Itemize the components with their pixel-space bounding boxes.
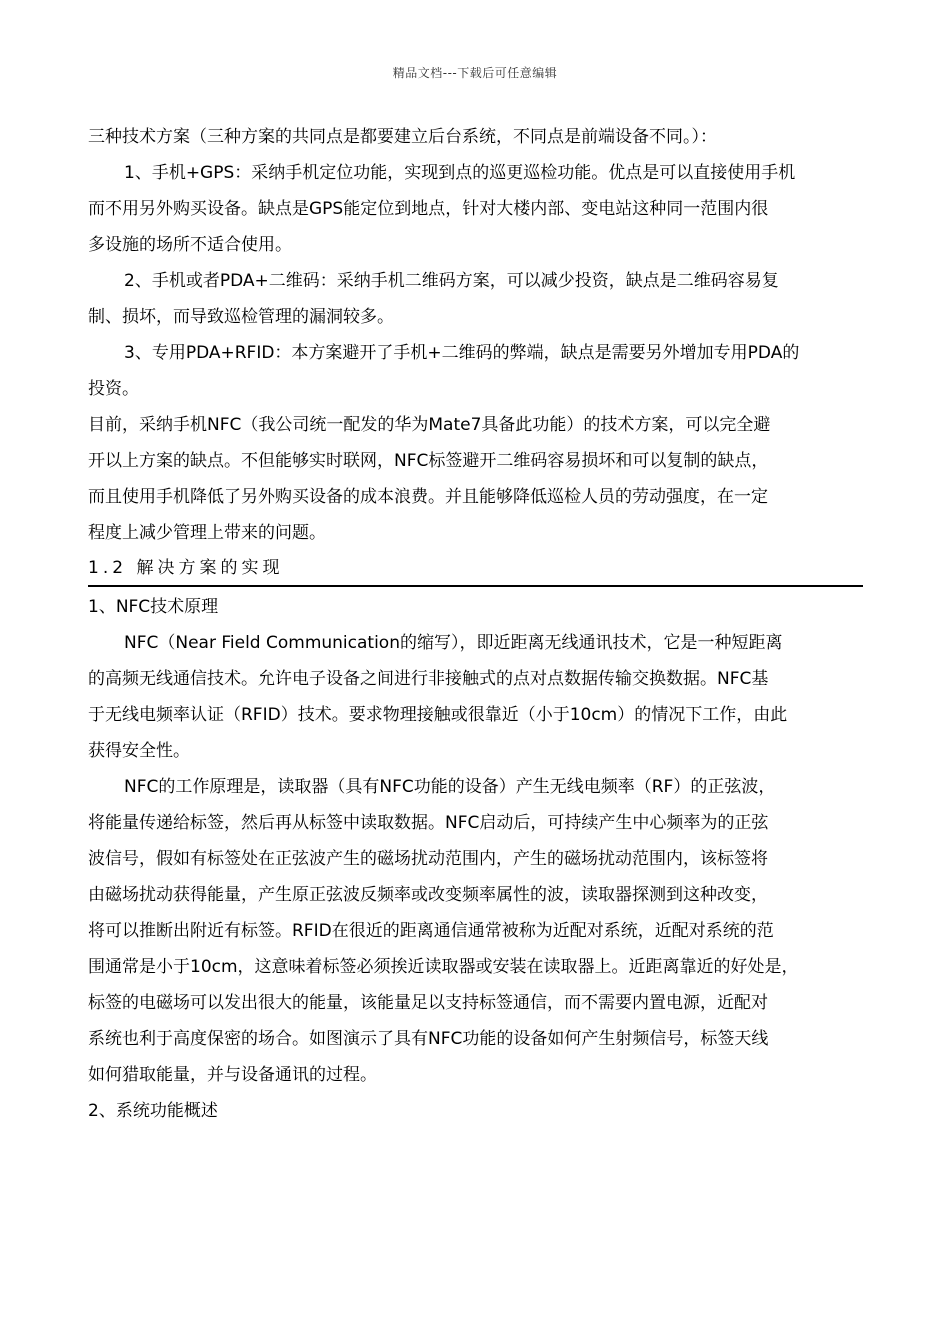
text-line: 2、系统功能概述	[88, 1101, 218, 1121]
text-line: 目前，采纳手机NFC（我公司统一配发的华为Mate7具备此功能）的技术方案，可以完全避	[88, 415, 771, 435]
text-line: 如何猎取能量，并与设备通讯的过程。	[88, 1065, 377, 1085]
intro-block	[88, 119, 863, 551]
text-line: 3、专用PDA+RFID：本方案避开了手机+二维码的弊端，缺点是需要另外增加专用PDA的	[124, 343, 800, 363]
text-line: 1、手机+GPS：采纳手机定位功能，实现到点的巡更巡检功能。优点是可以直接使用手机	[124, 163, 796, 183]
text-line: 标签的电磁场可以发出很大的能量，该能量足以支持标签通信，而不需要内置电源，近配对	[88, 993, 768, 1013]
text-line: 1、NFC技术原理	[88, 597, 219, 617]
text-line: NFC的工作原理是，读取器（具有NFC功能的设备）产生无线电频率（RF）的正弦波，	[124, 777, 776, 797]
page-header: 精品文档---下载后可任意编辑	[392, 66, 558, 80]
text-line: 2、手机或者PDA+二维码：采纳手机二维码方案，可以减少投资，缺点是二维码容易复	[124, 271, 779, 291]
document-body	[88, 119, 863, 1129]
text-line: 围通常是小于10cm，这意味着标签必须挨近读取器或安装在读取器上。近距离靠近的好处是，	[88, 957, 799, 977]
text-line: 系统也利于高度保密的场合。如图演示了具有NFC功能的设备如何产生射频信号，标签天线	[88, 1029, 769, 1049]
text-line: 于无线电频率认证（RFID）技术。要求物理接触或很靠近（小于10cm）的情况下工作，由此	[88, 705, 788, 725]
text-line: 的高频无线通信技术。允许电子设备之间进行非接触式的点对点数据传输交换数据。NFC基	[88, 669, 769, 689]
text-line: 由磁场扰动获得能量，产生原正弦波反频率或改变频率属性的波，读取器探测到这种改变，	[88, 885, 768, 905]
text-line: 开以上方案的缺点。不但能够实时联网，NFC标签避开二维码容易损坏和可以复制的缺点，	[88, 451, 769, 471]
text-line: 获得安全性。	[88, 741, 190, 761]
text-line: 投资。	[88, 379, 139, 399]
text-line: 多设施的场所不适合使用。	[88, 235, 292, 255]
text-line: 程度上减少管理上带来的问题。	[88, 523, 326, 543]
text-line: 将可以推断出附近有标签。RFID在很近的距离通信通常被称为近配对系统，近配对系统的范	[88, 921, 774, 941]
text-line: 三种技术方案（三种方案的共同点是都要建立后台系统，不同点是前端设备不同。）：	[88, 127, 717, 147]
text-line: 将能量传递给标签，然后再从标签中读取数据。NFC启动后，可持续产生中心频率为的正弦	[88, 813, 769, 833]
text-line: 制、损坏，而导致巡检管理的漏洞较多。	[88, 307, 394, 327]
section-title: 1.2 解决方案的实现	[88, 551, 863, 587]
section-body	[88, 589, 863, 1129]
text-line: 波信号，假如有标签处在正弦波产生的磁场扰动范围内，产生的磁场扰动范围内，该标签将	[88, 849, 768, 869]
text-line: 而且使用手机降低了另外购买设备的成本浪费。并且能够降低巡检人员的劳动强度，在一定	[88, 487, 768, 507]
text-line: 而不用另外购买设备。缺点是GPS能定位到地点，针对大楼内部、变电站这种同一范围内很	[88, 199, 769, 219]
text-line: NFC（Near Field Communication的缩写），即近距离无线通讯技术，它是一种短距离	[124, 633, 783, 653]
